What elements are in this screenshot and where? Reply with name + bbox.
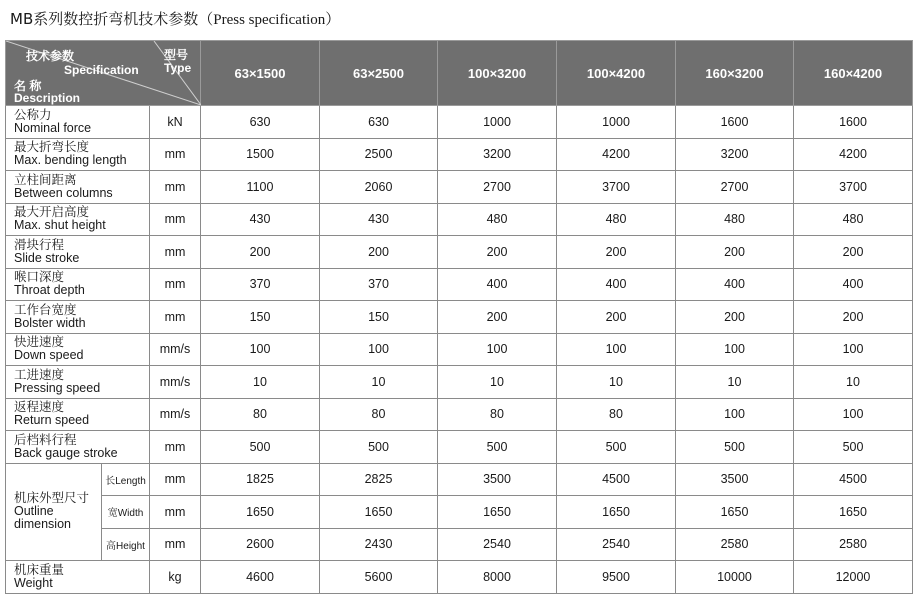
row-label [6,398,150,431]
row-label [6,463,102,561]
value-cell: 3700 [794,171,913,204]
model-header: 100×4200 [557,41,676,106]
row-label-text: 快进速度 [14,335,65,350]
value-cell: 80 [201,398,320,431]
row-label-text: 滑块行程 [14,237,65,252]
value-cell: 500 [676,431,794,464]
value-cell: 150 [201,301,320,334]
unit-cell: mm [150,171,201,204]
value-cell: 200 [794,236,913,269]
table-row [6,561,913,594]
value-cell: 200 [557,236,676,269]
value-cell: 80 [557,398,676,431]
unit-cell: mm [150,236,201,269]
value-cell: 500 [557,431,676,464]
row-label [6,561,150,594]
unit-cell: mm [150,301,201,334]
row-label [6,268,150,301]
table-row [6,171,913,204]
value-cell: 480 [676,203,794,236]
value-cell: 100 [794,333,913,366]
header-row [6,41,913,106]
row-label-text: 工作台宽度 [14,302,77,317]
value-cell: 200 [557,301,676,334]
row-label-text: 最大折弯长度 [14,140,90,155]
table-row [6,106,913,139]
value-cell: 200 [676,301,794,334]
row-label [6,171,150,204]
table-row [6,333,913,366]
value-cell: 100 [676,333,794,366]
header-type-en: Type [164,61,192,75]
row-label-text: Bolster width [14,315,86,330]
table-row [6,203,913,236]
unit-cell: mm [150,528,201,561]
outline-sub-label: 宽Width [102,496,150,529]
value-cell: 480 [438,203,557,236]
value-cell: 10 [794,366,913,399]
header-name-en: Description [14,91,81,105]
value-cell: 100 [676,398,794,431]
value-cell: 3500 [438,463,557,496]
value-cell: 2500 [320,138,438,171]
table-row [6,463,913,496]
row-label-text: Outline [14,504,54,519]
value-cell: 100 [320,333,438,366]
row-label-text: 后档料行程 [14,432,77,447]
value-cell: 400 [676,268,794,301]
unit-cell: mm [150,431,201,464]
row-label-text: 最大开启高度 [14,205,90,220]
value-cell: 10 [557,366,676,399]
value-cell: 100 [794,398,913,431]
unit-cell: mm [150,268,201,301]
table-row [6,431,913,464]
value-cell: 1650 [320,496,438,529]
value-cell: 1650 [676,496,794,529]
table-row [6,301,913,334]
value-cell: 10 [438,366,557,399]
unit-cell: kN [150,106,201,139]
unit-cell: mm/s [150,366,201,399]
row-label [6,236,150,269]
value-cell: 1600 [676,106,794,139]
value-cell: 4200 [557,138,676,171]
row-label [6,138,150,171]
table-row [6,496,913,529]
row-label-text: 工进速度 [14,367,65,382]
table-row [6,268,913,301]
header-spec-en: Specification [64,63,139,77]
model-header: 160×3200 [676,41,794,106]
value-cell: 100 [557,333,676,366]
row-label-text: Back gauge stroke [14,445,118,460]
value-cell: 1650 [438,496,557,529]
row-label-text: 返程速度 [14,400,65,415]
value-cell: 1100 [201,171,320,204]
row-label-text: Slide stroke [14,250,80,265]
outline-sub-label: 高Height [102,528,150,561]
value-cell: 8000 [438,561,557,594]
value-cell: 2580 [676,528,794,561]
header-type-cn: 型号 [164,48,189,62]
unit-cell: mm [150,496,201,529]
row-label [6,106,150,139]
table-row [6,366,913,399]
value-cell: 1000 [557,106,676,139]
value-cell: 200 [201,236,320,269]
unit-cell: mm [150,138,201,171]
value-cell: 5600 [320,561,438,594]
value-cell: 1825 [201,463,320,496]
row-label-text: 喉口深度 [14,270,65,285]
value-cell: 500 [794,431,913,464]
value-cell: 1500 [201,138,320,171]
value-cell: 370 [201,268,320,301]
row-label [6,203,150,236]
row-label-text: Nominal force [14,120,92,135]
value-cell: 4600 [201,561,320,594]
value-cell: 430 [320,203,438,236]
outline-sub-label: 长Length [102,463,150,496]
model-header: 63×2500 [320,41,438,106]
value-cell: 4500 [557,463,676,496]
value-cell: 9500 [557,561,676,594]
row-label [6,301,150,334]
value-cell: 1650 [557,496,676,529]
value-cell: 400 [794,268,913,301]
row-label-text: Weight [14,575,53,590]
row-label-text: dimension [14,517,71,532]
value-cell: 400 [438,268,557,301]
row-label-text: Max. shut height [14,218,106,233]
value-cell: 370 [320,268,438,301]
title-en: （Press specification） [198,12,341,28]
value-cell: 10 [201,366,320,399]
value-cell: 200 [794,301,913,334]
value-cell: 2580 [794,528,913,561]
value-cell: 1650 [794,496,913,529]
value-cell: 2825 [320,463,438,496]
value-cell: 80 [320,398,438,431]
page-title [10,8,340,29]
row-label-text: Max. bending length [14,153,127,168]
row-label [6,366,150,399]
table-row [6,138,913,171]
value-cell: 200 [676,236,794,269]
value-cell: 500 [201,431,320,464]
model-header: 63×1500 [201,41,320,106]
value-cell: 2540 [438,528,557,561]
value-cell: 2700 [438,171,557,204]
value-cell: 2060 [320,171,438,204]
value-cell: 3200 [438,138,557,171]
value-cell: 1600 [794,106,913,139]
value-cell: 400 [557,268,676,301]
value-cell: 630 [201,106,320,139]
row-label-text: Down speed [14,348,84,363]
table-row [6,398,913,431]
row-label-text: Throat depth [14,283,85,298]
model-header: 100×3200 [438,41,557,106]
row-label [6,431,150,464]
value-cell: 3500 [676,463,794,496]
unit-cell: mm [150,203,201,236]
value-cell: 1650 [201,496,320,529]
row-label-text: 机床重量 [14,562,65,577]
value-cell: 500 [320,431,438,464]
unit-cell: mm/s [150,398,201,431]
value-cell: 2700 [676,171,794,204]
title-cn: MB系列数控折弯机技术参数 [10,10,199,28]
header-spec-cn: 技术参数 [26,49,75,63]
value-cell: 1000 [438,106,557,139]
value-cell: 500 [438,431,557,464]
row-label [6,333,150,366]
value-cell: 630 [320,106,438,139]
value-cell: 2430 [320,528,438,561]
value-cell: 100 [201,333,320,366]
spec-table [5,40,913,594]
value-cell: 2540 [557,528,676,561]
row-label-text: 机床外型尺寸 [14,491,90,506]
row-label-text: Between columns [14,185,113,200]
value-cell: 2600 [201,528,320,561]
value-cell: 100 [438,333,557,366]
value-cell: 200 [438,301,557,334]
value-cell: 10 [320,366,438,399]
row-label-text: Return speed [14,413,90,428]
row-label-text: Pressing speed [14,380,101,395]
header-name-cn: 名 称 [14,79,42,93]
unit-cell: mm [150,463,201,496]
value-cell: 12000 [794,561,913,594]
value-cell: 10 [676,366,794,399]
table-row [6,528,913,561]
value-cell: 3200 [676,138,794,171]
value-cell: 3700 [557,171,676,204]
unit-cell: kg [150,561,201,594]
value-cell: 430 [201,203,320,236]
value-cell: 200 [320,236,438,269]
unit-cell: mm/s [150,333,201,366]
value-cell: 80 [438,398,557,431]
row-label-text: 公称力 [14,107,52,122]
value-cell: 150 [320,301,438,334]
table-row [6,236,913,269]
value-cell: 4200 [794,138,913,171]
model-header: 160×4200 [794,41,913,106]
value-cell: 10000 [676,561,794,594]
value-cell: 480 [794,203,913,236]
value-cell: 480 [557,203,676,236]
row-label-text: 立柱间距离 [14,172,77,187]
value-cell: 200 [438,236,557,269]
value-cell: 4500 [794,463,913,496]
header-corner-cell [6,41,201,106]
